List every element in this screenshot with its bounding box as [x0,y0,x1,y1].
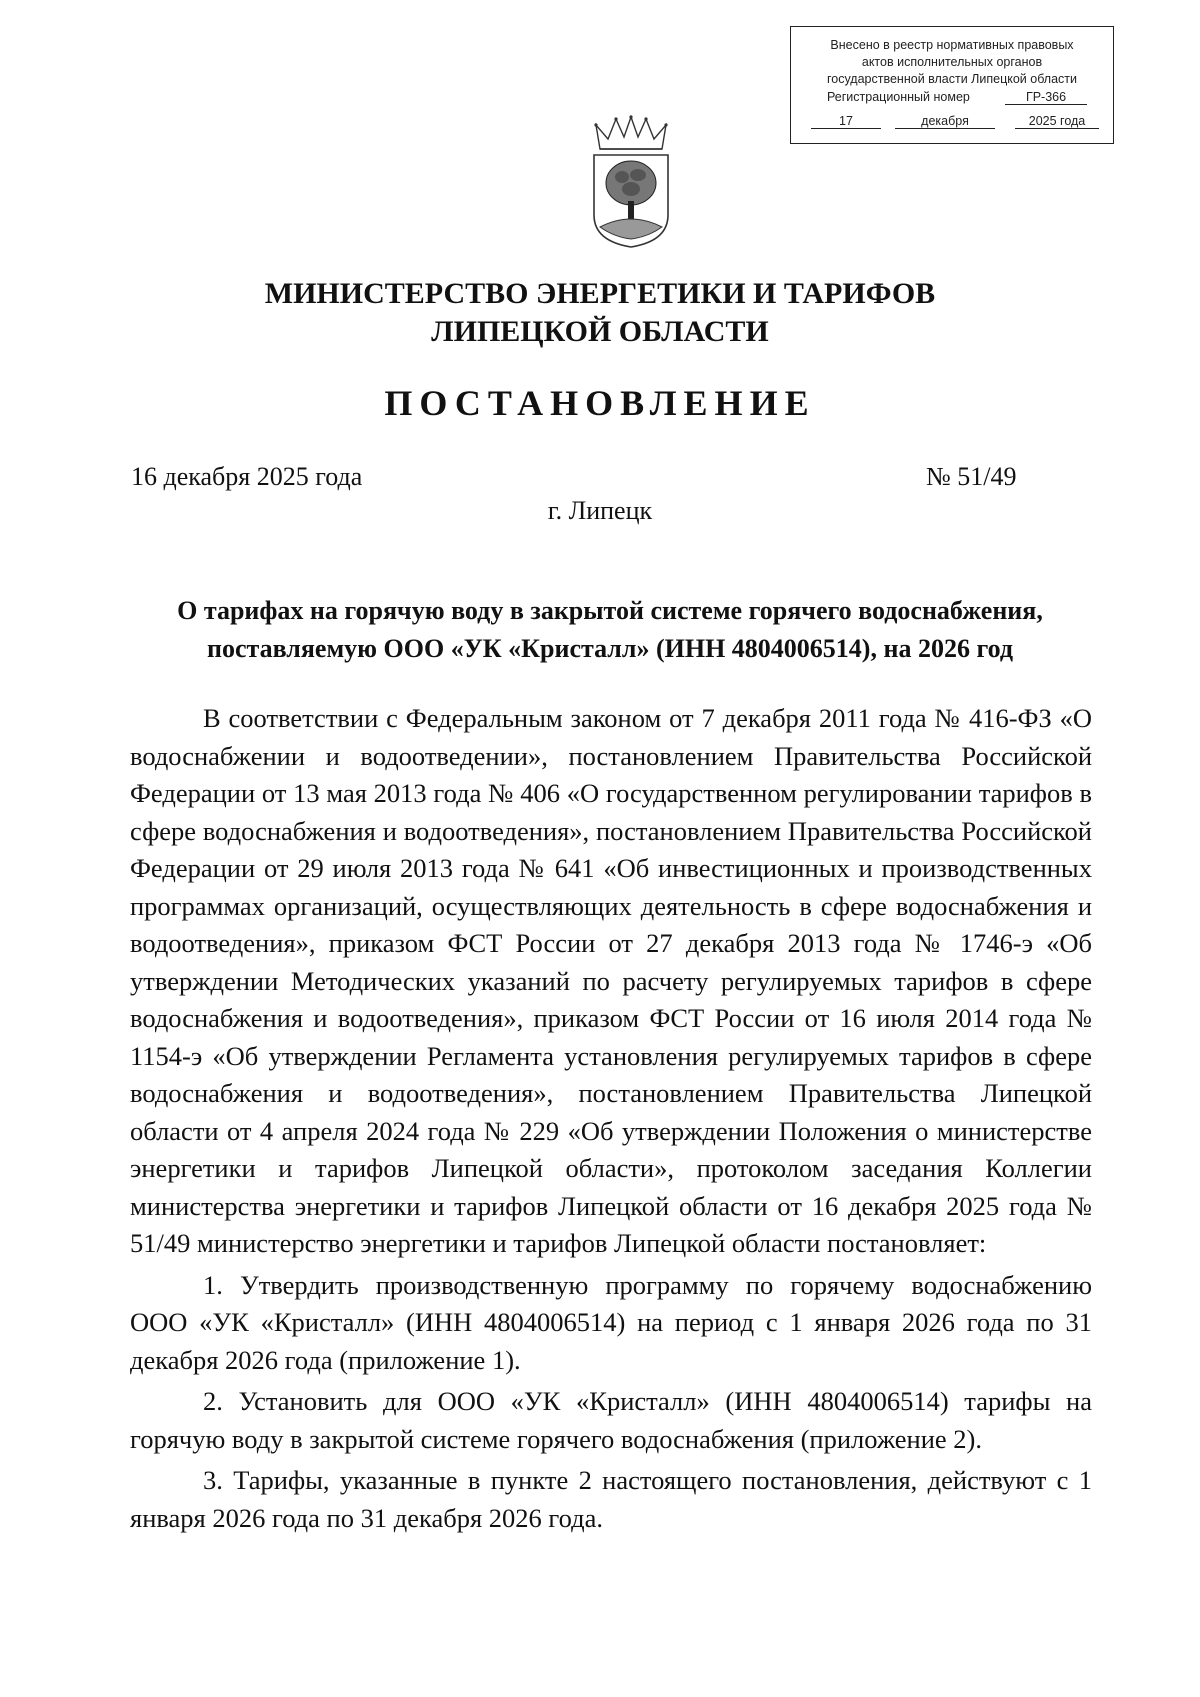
stamp-year: 2025 года [1015,114,1099,129]
document-number: № 51/49 [926,462,1017,491]
document-city: г. Липецк [547,496,653,525]
stamp-registration-row [791,90,1113,108]
lipetsk-coat-of-arms-icon [588,115,674,249]
item-1-paragraph: 1. Утвердить производственную программу по горячему водоснабжению ООО «УК «Кристалл» (ИНН 4804006514) на период с 1 января 2026 года по 31 декабря 2026 года (приложение 1). [130,1269,1092,1375]
ministry-name [0,275,1200,351]
stamp-line-3: государственной власти Липецкой области [826,72,1078,86]
stamp-reg-number: ГР-366 [1005,90,1087,105]
stamp-date-row [791,112,1113,134]
preamble-paragraph: В соответствии с Федеральным законом от 7 декабря 2011 года № 416-ФЗ «О водоснабжении и водоотведении», постановлением Правительства Российской Федерации от 13 мая 2013 года № 406 «О государственном регулировании тарифов в сфере водоснабжения и водоотведения», постановлением Правительства Российской Федерации от 29 июля 2013 года № 641 «Об инвестиционных и производственных программах организаций, осуществляющих деятельность в сфере водоснабжения и водоотведения», приказом ФСТ России от 27 декабря 2013 года № 1746-э «Об утверждении Методических указаний по расчету регулируемых тарифов в сфере водоснабжения и водоотведения», приказом ФСТ России от 16 июля 2014 года № 1154-э «Об утверждении Регламента установления регулируемых тарифов в сфере водоснабжения и водоотведения», постановлением Правительства Липецкой области от 4 апреля 2024 года № 229 «Об утверждении Положения о министерстве энергетики и тарифов Липецкой области», протоколом заседания Коллегии министерства энергетики и тарифов Липецкой области от 16 декабря 2025 года № 51/49 министерство энергетики и тарифов Липецкой области постановляет: [130,703,1092,1258]
registry-stamp [790,26,1114,144]
title-line-2: поставляемую ООО «УК «Кристалл» (ИНН 4804006514), на 2026 год [206,634,1014,663]
ministry-line-1: МИНИСТЕРСТВО ЭНЕРГЕТИКИ И ТАРИФОВ [264,277,936,310]
document-title [130,592,1090,668]
item-2-paragraph: 2. Установить для ООО «УК «Кристалл» (ИНН 4804006514) тарифы на горячую воду в закрытой системе горячего водоснабжения (приложение 2). [130,1386,1092,1454]
title-line-1: О тарифах на горячую воду в закрытой системе горячего водоснабжения, [177,596,1043,625]
stamp-day: 17 [811,114,881,129]
document-date: 16 декабря 2025 года [131,462,363,491]
item-3-paragraph: 3. Тарифы, указанные в пункте 2 настоящего постановления, действуют с 1 января 2026 года по 31 декабря 2026 года. [130,1465,1092,1533]
ministry-line-2: ЛИПЕЦКОЙ ОБЛАСТИ [431,315,769,348]
document-body [130,700,1092,1541]
stamp-reg-label: Регистрационный номер [827,90,970,104]
document-type: ПОСТАНОВЛЕНИЕ [384,383,816,423]
stamp-line-2: актов исполнительных органов [861,55,1043,69]
stamp-month: декабря [895,114,995,129]
stamp-line-1: Внесено в реестр нормативных правовых [830,38,1074,52]
